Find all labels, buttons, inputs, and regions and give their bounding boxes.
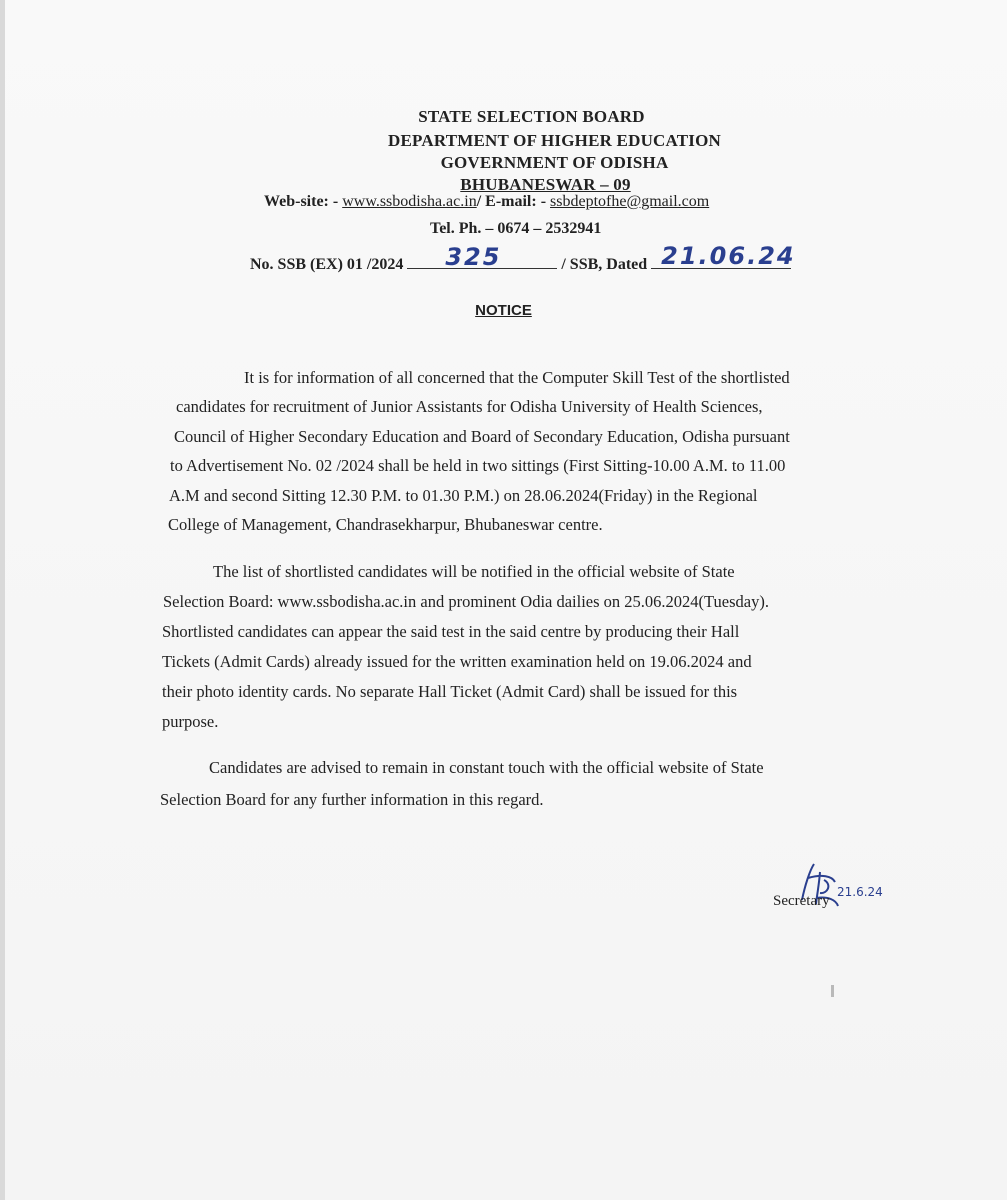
email-label: / E-mail: - [476, 193, 551, 210]
header-department: DEPARTMENT OF HIGHER EDUCATION [388, 131, 721, 150]
handwritten-reference-number: 325 [445, 243, 502, 271]
body-line: to Advertisement No. 02 /2024 shall be held in two sittings (First Sitting-10.00 A.M. to 11.00 [170, 456, 786, 475]
body-line: purpose. [162, 712, 219, 731]
website-label: Web-site: - [264, 193, 343, 210]
secretary-title: Secretary [773, 893, 830, 909]
paper-speck [831, 985, 834, 997]
header-government: GOVERNMENT OF ODISHA [440, 153, 669, 172]
handwritten-signature-date: 21.6.24 [837, 885, 883, 899]
body-line: Shortlisted candidates can appear the said test in the said centre by producing their Hall [162, 622, 740, 641]
website-link[interactable]: www.ssbodisha.ac.in [342, 193, 477, 210]
telephone-line: Tel. Ph. – 0674 – 2532941 [430, 220, 602, 237]
handwritten-date: 21.06.24 [661, 242, 796, 270]
reference-line [250, 242, 796, 274]
body-line: their photo identity cards. No separate Hall Ticket (Admit Card) shall be issued for this [162, 682, 738, 701]
reference-number-blank [407, 243, 557, 271]
page-edge-shadow [0, 0, 5, 1200]
body-line: A.M and second Sitting 12.30 P.M. to 01.30 P.M.) on 28.06.2024(Friday) in the Regional [169, 486, 758, 505]
date-blank [651, 242, 796, 270]
body-line: Selection Board for any further information in this regard. [160, 790, 544, 809]
header-board-name: STATE SELECTION BOARD [418, 107, 645, 126]
body-line: Candidates are advised to remain in constant touch with the official website of State [209, 758, 764, 777]
body-line: candidates for recruitment of Junior Assistants for Odisha University of Health Sciences, [176, 397, 763, 416]
header-city: BHUBANESWAR – 09 [460, 175, 631, 194]
email-link[interactable]: ssbdeptofhe@gmail.com [550, 193, 710, 210]
body-line: Selection Board: www.ssbodisha.ac.in and prominent Odia dailies on 25.06.2024(Tuesday). [163, 592, 769, 611]
reference-middle: / SSB, Dated [561, 256, 648, 273]
body-line: College of Management, Chandrasekharpur, Bhubaneswar centre. [168, 515, 603, 534]
body-line: The list of shortlisted candidates will be notified in the official website of State [213, 562, 735, 581]
body-line: It is for information of all concerned that the Computer Skill Test of the shortlisted [244, 368, 790, 387]
body-line: Tickets (Admit Cards) already issued for the written examination held on 19.06.2024 and [162, 652, 752, 671]
reference-prefix: No. SSB (EX) 01 /2024 [250, 256, 404, 273]
contact-line [264, 193, 709, 211]
notice-title: NOTICE [475, 302, 532, 319]
body-line: Council of Higher Secondary Education and Board of Secondary Education, Odisha pursuant [174, 427, 790, 446]
